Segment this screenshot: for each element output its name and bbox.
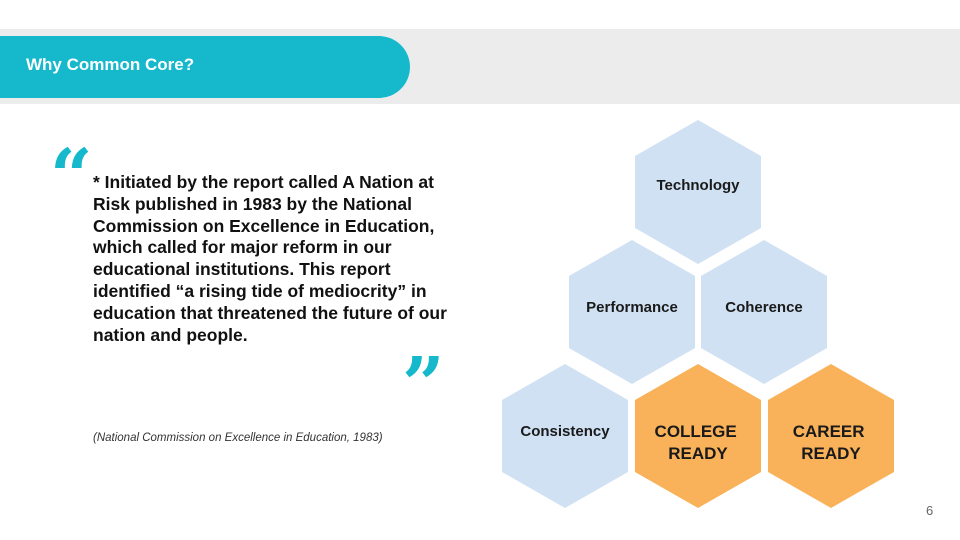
hex-label-line: Technology <box>656 177 740 194</box>
close-quote-icon: ” <box>402 342 445 428</box>
citation: (National Commission on Excellence in Education, 1983) <box>93 432 383 444</box>
hex-label-line: CAREER <box>792 422 865 441</box>
slide-title: Why Common Core? <box>26 55 195 74</box>
hex-label-line: READY <box>668 444 728 463</box>
hex-label-line: Consistency <box>520 423 610 440</box>
hex-technology <box>635 120 761 264</box>
hex-career-ready <box>768 364 894 508</box>
hex-label-line: COLLEGE <box>654 422 737 441</box>
hex-performance <box>569 240 695 384</box>
hex-college-ready <box>635 364 761 508</box>
hex-label <box>656 177 740 194</box>
hex-label <box>520 423 610 440</box>
page-number: 6 <box>926 503 934 518</box>
hex-label <box>725 299 803 316</box>
quote-text: * Initiated by the report called A Nation at Risk published in 1983 by the National Commission on Excellence in Education, which called for major reform in our educational institutions. This report identified “a rising tide of mediocrity” in education that threatened the future of our nation and people. <box>93 172 447 345</box>
hex-label-line: Performance <box>586 299 678 316</box>
hex-label-line: READY <box>801 444 861 463</box>
hex-label-line: Coherence <box>725 299 803 316</box>
open-quote-icon: “ <box>50 134 93 220</box>
hex-label <box>586 299 678 316</box>
hex-coherence <box>701 240 827 384</box>
hex-consistency <box>502 364 628 508</box>
